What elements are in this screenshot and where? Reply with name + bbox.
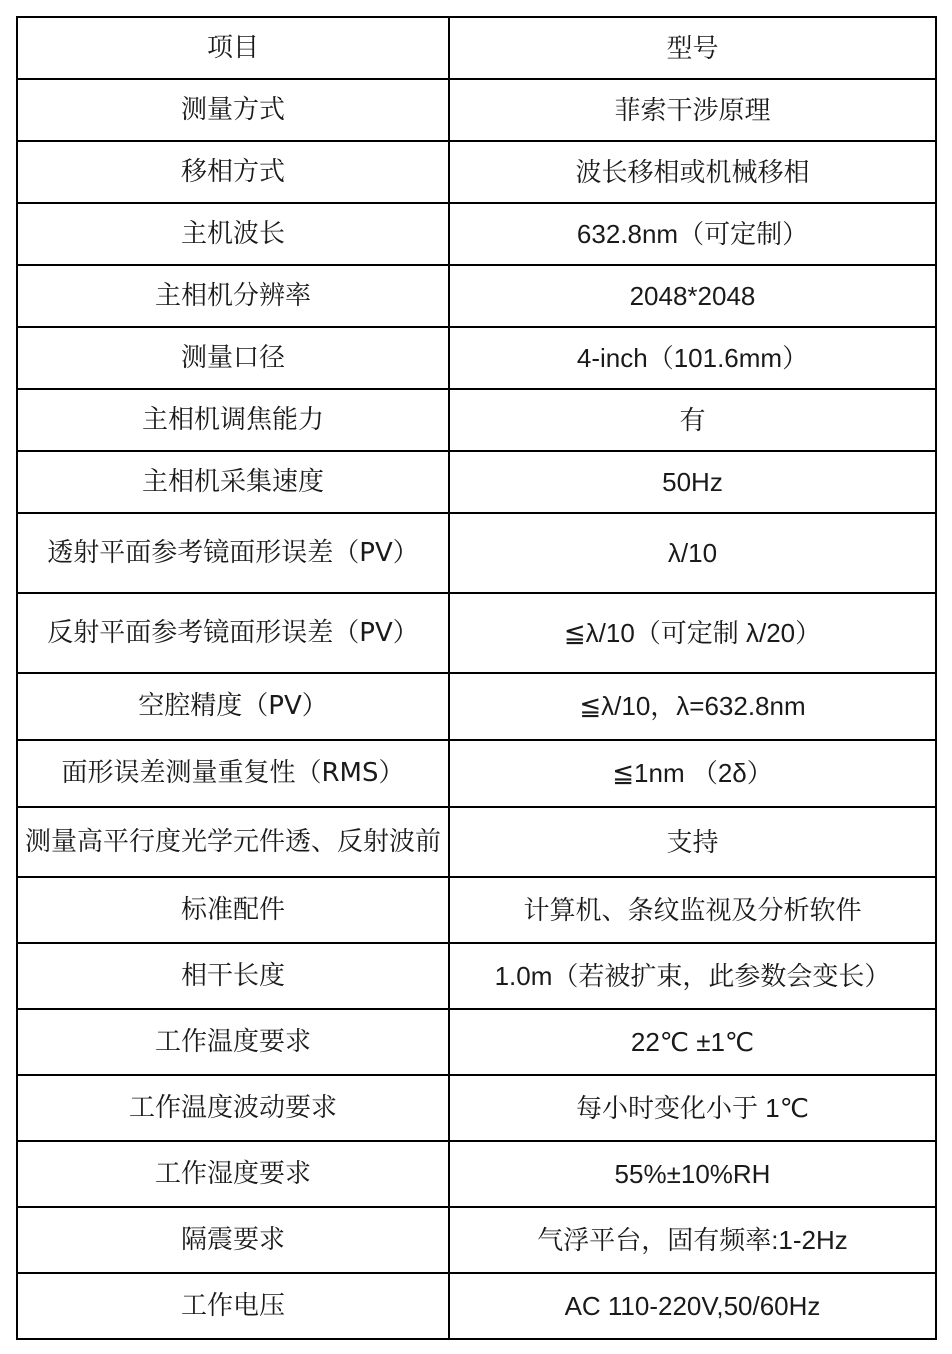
row-item: 隔震要求	[17, 1207, 449, 1273]
row-item: 面形误差测量重复性（RMS）	[17, 740, 449, 807]
table-row	[17, 943, 936, 1009]
row-item: 主相机调焦能力	[17, 389, 449, 451]
table-row	[17, 1141, 936, 1207]
table-row	[17, 1009, 936, 1075]
table-row	[17, 593, 936, 673]
row-value: 55%±10%RH	[449, 1141, 936, 1207]
table-row	[17, 1273, 936, 1339]
row-value: 4-inch（101.6mm）	[449, 327, 936, 389]
table-row	[17, 513, 936, 593]
row-value: ≦λ/10，λ=632.8nm	[449, 673, 936, 740]
row-item: 主相机采集速度	[17, 451, 449, 513]
table-row	[17, 327, 936, 389]
row-item: 主相机分辨率	[17, 265, 449, 327]
row-value: 2048*2048	[449, 265, 936, 327]
row-value: 50Hz	[449, 451, 936, 513]
row-value: 1.0m（若被扩束，此参数会变长）	[449, 943, 936, 1009]
table-row	[17, 877, 936, 943]
row-item: 标准配件	[17, 877, 449, 943]
row-item: 工作湿度要求	[17, 1141, 449, 1207]
row-item: 测量方式	[17, 79, 449, 141]
table-row	[17, 673, 936, 740]
row-item: 测量口径	[17, 327, 449, 389]
table-row	[17, 389, 936, 451]
row-value: 有	[449, 389, 936, 451]
row-value: 波长移相或机械移相	[449, 141, 936, 203]
row-item: 工作电压	[17, 1273, 449, 1339]
spec-table	[16, 16, 937, 1340]
table-row	[17, 1207, 936, 1273]
table-row	[17, 740, 936, 807]
row-value: 菲索干涉原理	[449, 79, 936, 141]
row-value: 每小时变化小于 1℃	[449, 1075, 936, 1141]
row-item: 移相方式	[17, 141, 449, 203]
row-item: 相干长度	[17, 943, 449, 1009]
table-row	[17, 141, 936, 203]
row-value: 计算机、条纹监视及分析软件	[449, 877, 936, 943]
row-item: 测量高平行度光学元件透、反射波前	[17, 807, 449, 877]
row-value: AC 110-220V,50/60Hz	[449, 1273, 936, 1339]
table-row	[17, 451, 936, 513]
row-item: 工作温度要求	[17, 1009, 449, 1075]
row-value: ≦λ/10（可定制 λ/20）	[449, 593, 936, 673]
row-value: 22℃ ±1℃	[449, 1009, 936, 1075]
row-value: 632.8nm（可定制）	[449, 203, 936, 265]
row-item: 主机波长	[17, 203, 449, 265]
table-row	[17, 79, 936, 141]
table-row	[17, 203, 936, 265]
header-item: 项目	[17, 17, 449, 79]
row-value: 气浮平台，固有频率:1-2Hz	[449, 1207, 936, 1273]
row-item: 反射平面参考镜面形误差（PV）	[17, 593, 449, 673]
row-item: 工作温度波动要求	[17, 1075, 449, 1141]
row-item: 空腔精度（PV）	[17, 673, 449, 740]
row-value: ≦1nm （2δ）	[449, 740, 936, 807]
row-value: 支持	[449, 807, 936, 877]
table-row	[17, 265, 936, 327]
header-value: 型号	[449, 17, 936, 79]
table-row	[17, 1075, 936, 1141]
table-header-row	[17, 17, 936, 79]
row-item: 透射平面参考镜面形误差（PV）	[17, 513, 449, 593]
table-row	[17, 807, 936, 877]
row-value: λ/10	[449, 513, 936, 593]
